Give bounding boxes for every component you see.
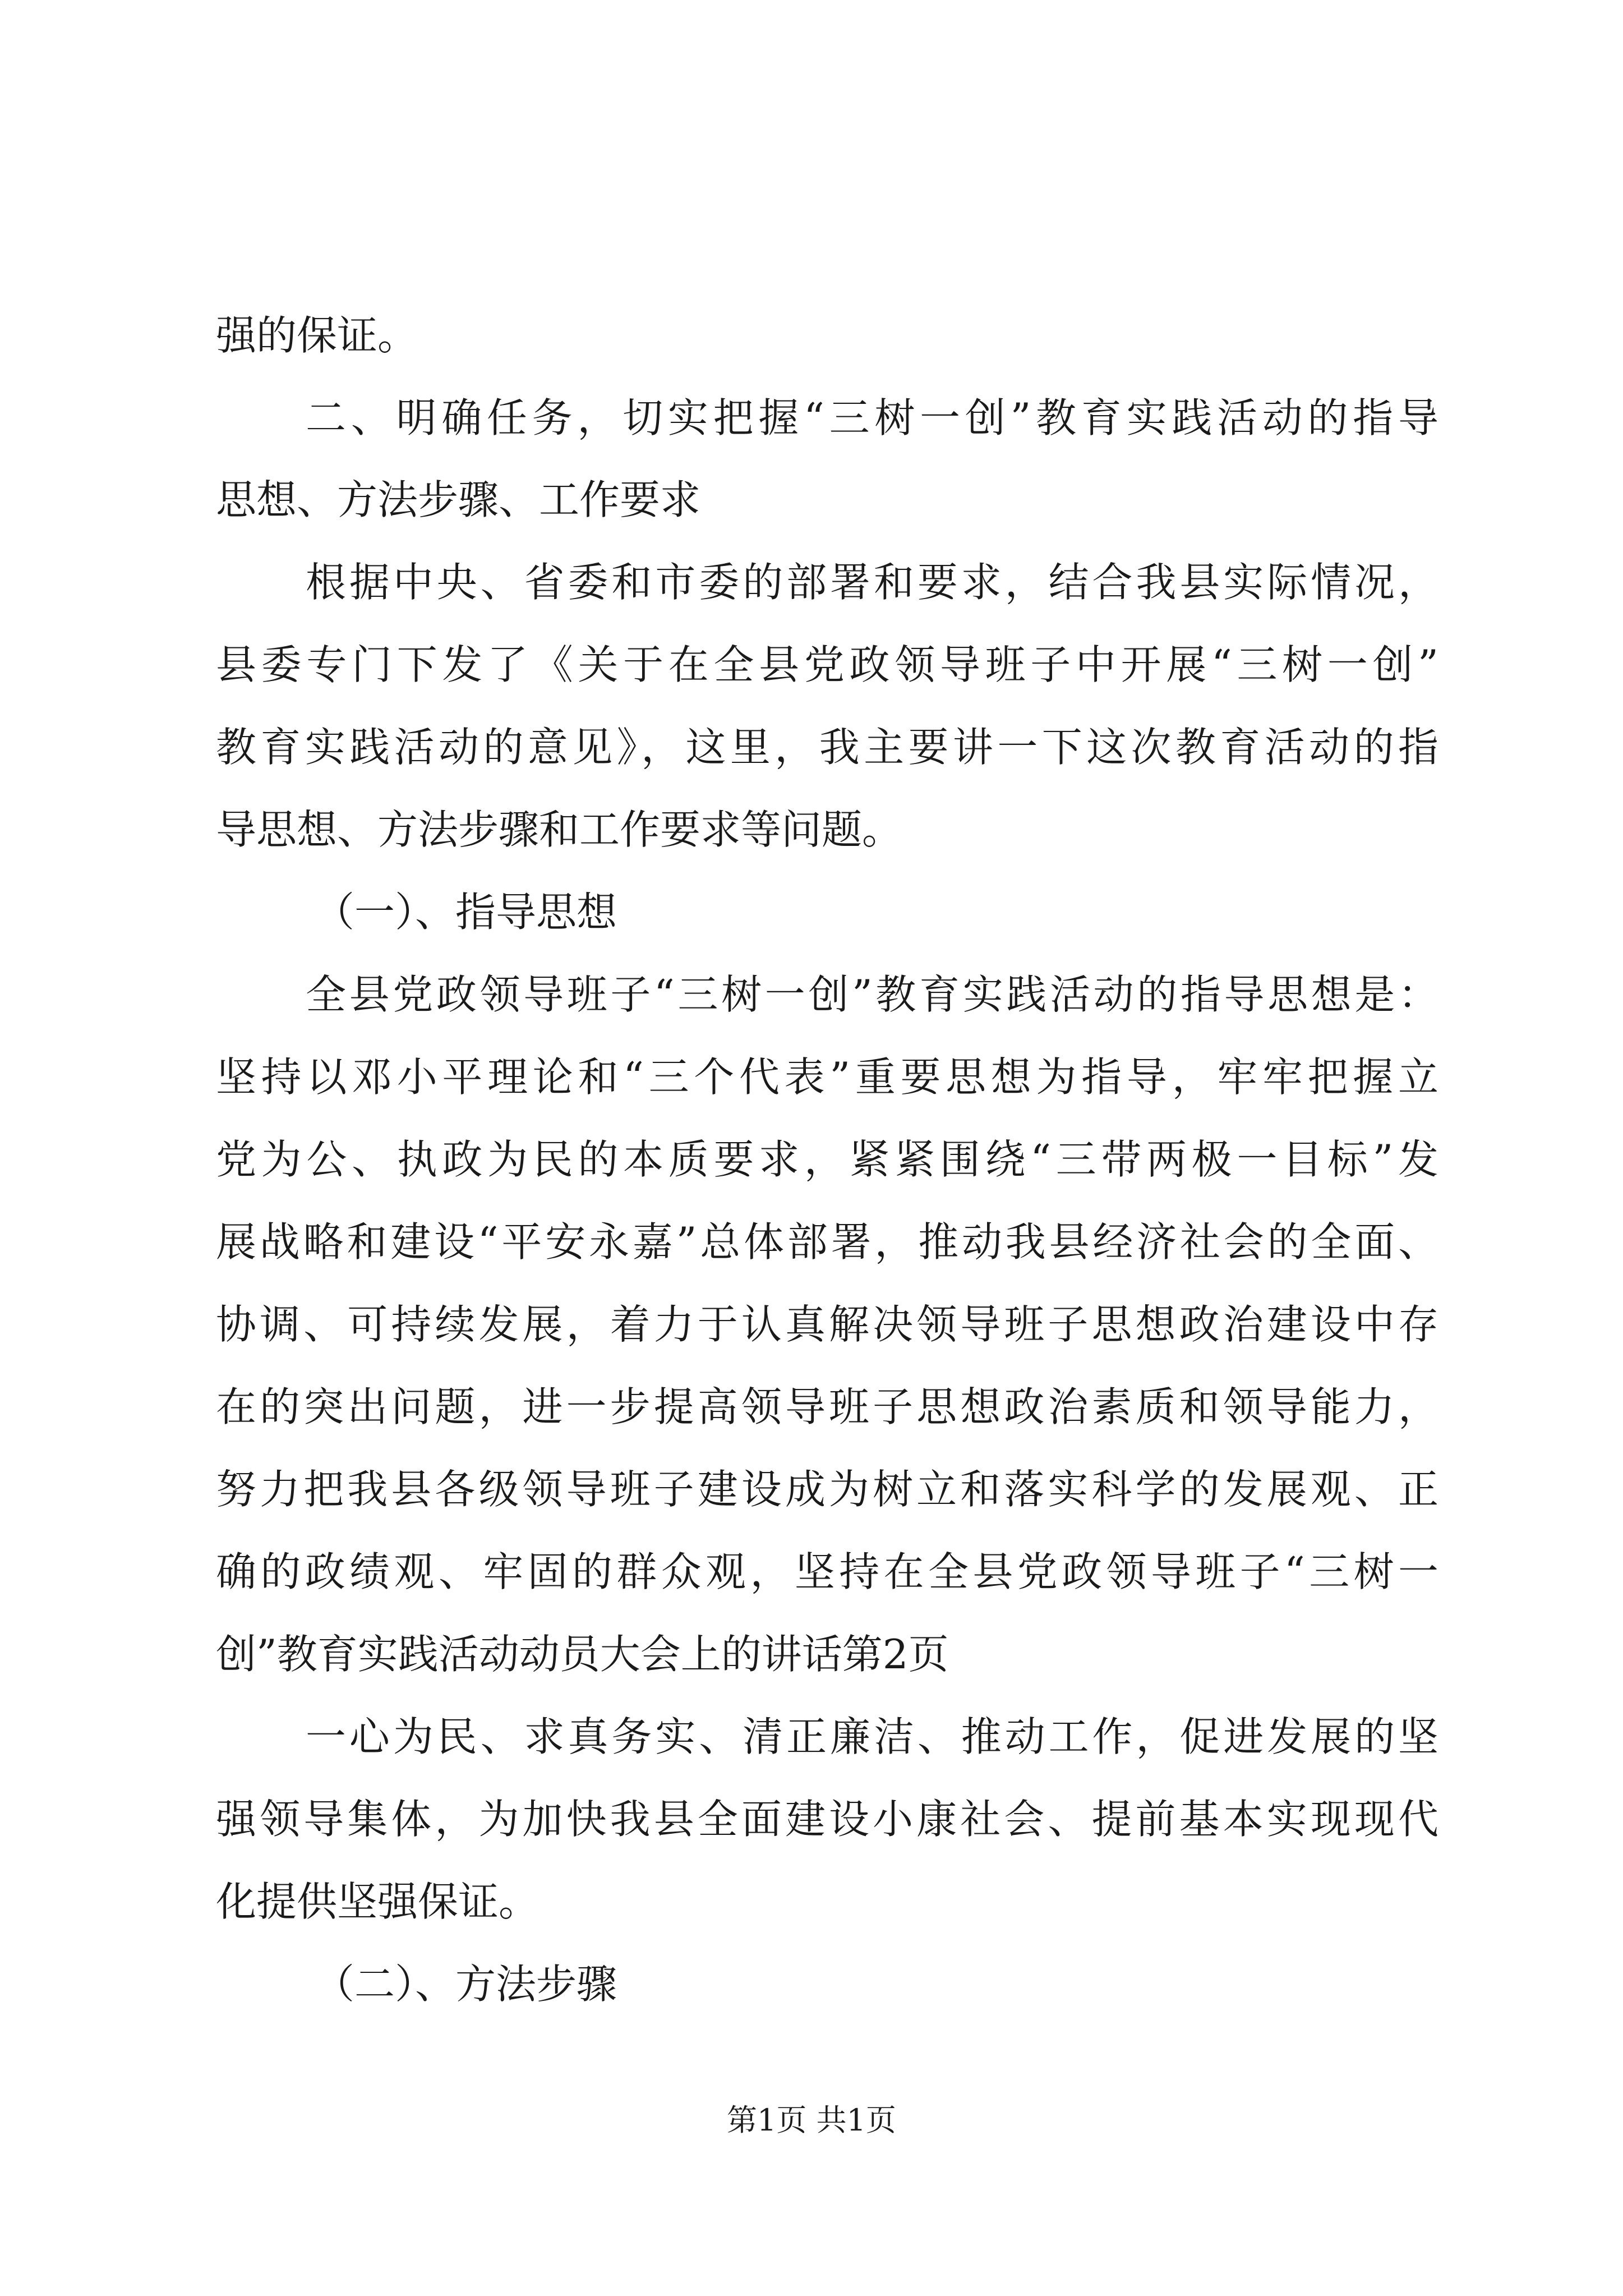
paragraph-line: 党为公、执政为民的本质要求，紧紧围绕“三带两极一目标”发	[216, 1136, 1438, 1183]
text-line: 强的保证。	[216, 312, 418, 359]
paragraph-line: 努力把我县各级领导班子建设成为树立和落实科学的发展观、正	[216, 1466, 1438, 1513]
paragraph-line: 坚持以邓小平理论和“三个代表”重要思想为指导，牢牢把握立	[216, 1053, 1438, 1101]
paragraph-line: 化提供坚强保证。	[216, 1878, 540, 1925]
paragraph-line: 全县党政领导班子“三树一创”教育实践活动的指导思想是：	[306, 971, 1438, 1018]
paragraph-line: 创”教育实践活动动员大会上的讲话第2页	[216, 1631, 949, 1678]
paragraph-line: 强领导集体，为加快我县全面建设小康社会、提前基本实现现代	[216, 1796, 1438, 1843]
section-heading-2-cont: 思想、方法步骤、工作要求	[216, 476, 701, 523]
paragraph-line: 确的政绩观、牢固的群众观，坚持在全县党政领导班子“三树一	[216, 1548, 1438, 1595]
paragraph-line: 在的突出问题，进一步提高领导班子思想政治素质和领导能力，	[216, 1383, 1438, 1430]
subheading-guiding-thought: （一）、指导思想	[314, 889, 617, 936]
paragraph-line: 根据中央、省委和市委的部署和要求，结合我县实际情况，	[306, 559, 1438, 606]
paragraph-line: 教育实践活动的意见》，这里，我主要讲一下这次教育活动的指	[216, 724, 1438, 771]
paragraph-line: 展战略和建设“平安永嘉”总体部署，推动我县经济社会的全面、	[216, 1218, 1438, 1266]
subheading-method-steps: （二）、方法步骤	[314, 1961, 617, 2008]
paragraph-line: 县委专门下发了《关于在全县党政领导班子中开展“三树一创”	[216, 641, 1438, 688]
section-heading-2: 二、明确任务，切实把握“三树一创”教育实践活动的指导	[306, 394, 1438, 441]
page-footer: 第1页 共1页	[727, 2102, 896, 2138]
paragraph-line: 一心为民、求真务实、清正廉洁、推动工作，促进发展的坚	[306, 1713, 1438, 1760]
paragraph-line: 导思想、方法步骤和工作要求等问题。	[216, 806, 903, 853]
paragraph-line: 协调、可持续发展，着力于认真解决领导班子思想政治建设中存	[216, 1301, 1438, 1348]
